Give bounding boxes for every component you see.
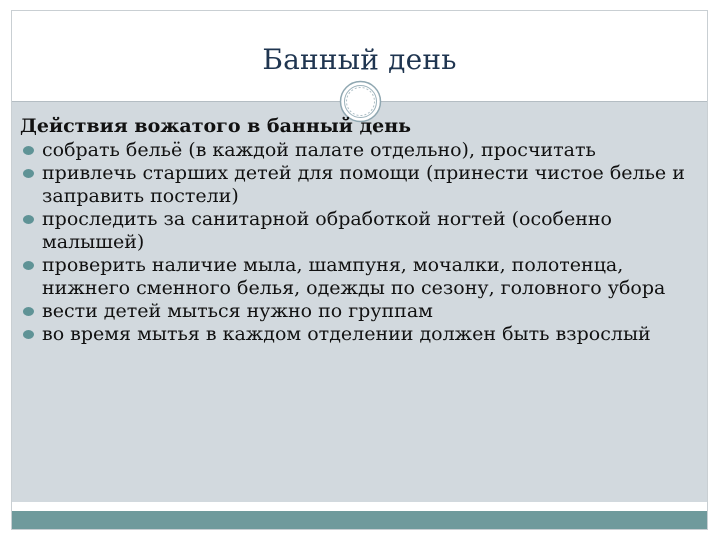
list-item [20, 323, 690, 346]
bullet-icon [23, 146, 34, 155]
slide-body [20, 115, 690, 346]
list-item-text: вести детей мыться нужно по группам [42, 300, 433, 322]
list-item [20, 162, 690, 208]
list-item [20, 139, 690, 162]
bullet-icon [23, 330, 34, 339]
bullet-icon [23, 261, 34, 270]
bullet-icon [23, 307, 34, 316]
footer-bar [12, 511, 707, 529]
list-item [20, 208, 690, 254]
list-item-text: во время мытья в каждом отделении должен быть взрослый [42, 323, 651, 345]
slide-subheading: Действия вожатого в банный день [20, 115, 412, 137]
list-item-text: проследить за санитарной обработкой ногтей (особенно малышей) [42, 208, 612, 253]
list-item-text: привлечь старших детей для помощи (принести чистое белье и заправить постели) [42, 162, 685, 207]
bullet-icon [23, 169, 34, 178]
list-item-text: проверить наличие мыла, шампуня, мочалки, полотенца, нижнего сменного белья, одежды по сезону, головного убора [42, 254, 666, 299]
slide-title: Банный день [262, 43, 457, 76]
list-item [20, 254, 690, 300]
bullet-icon [23, 215, 34, 224]
list-item [20, 300, 690, 323]
bullet-list [20, 139, 690, 346]
list-item-text: собрать бельё (в каждой палате отдельно), просчитать [42, 139, 596, 161]
